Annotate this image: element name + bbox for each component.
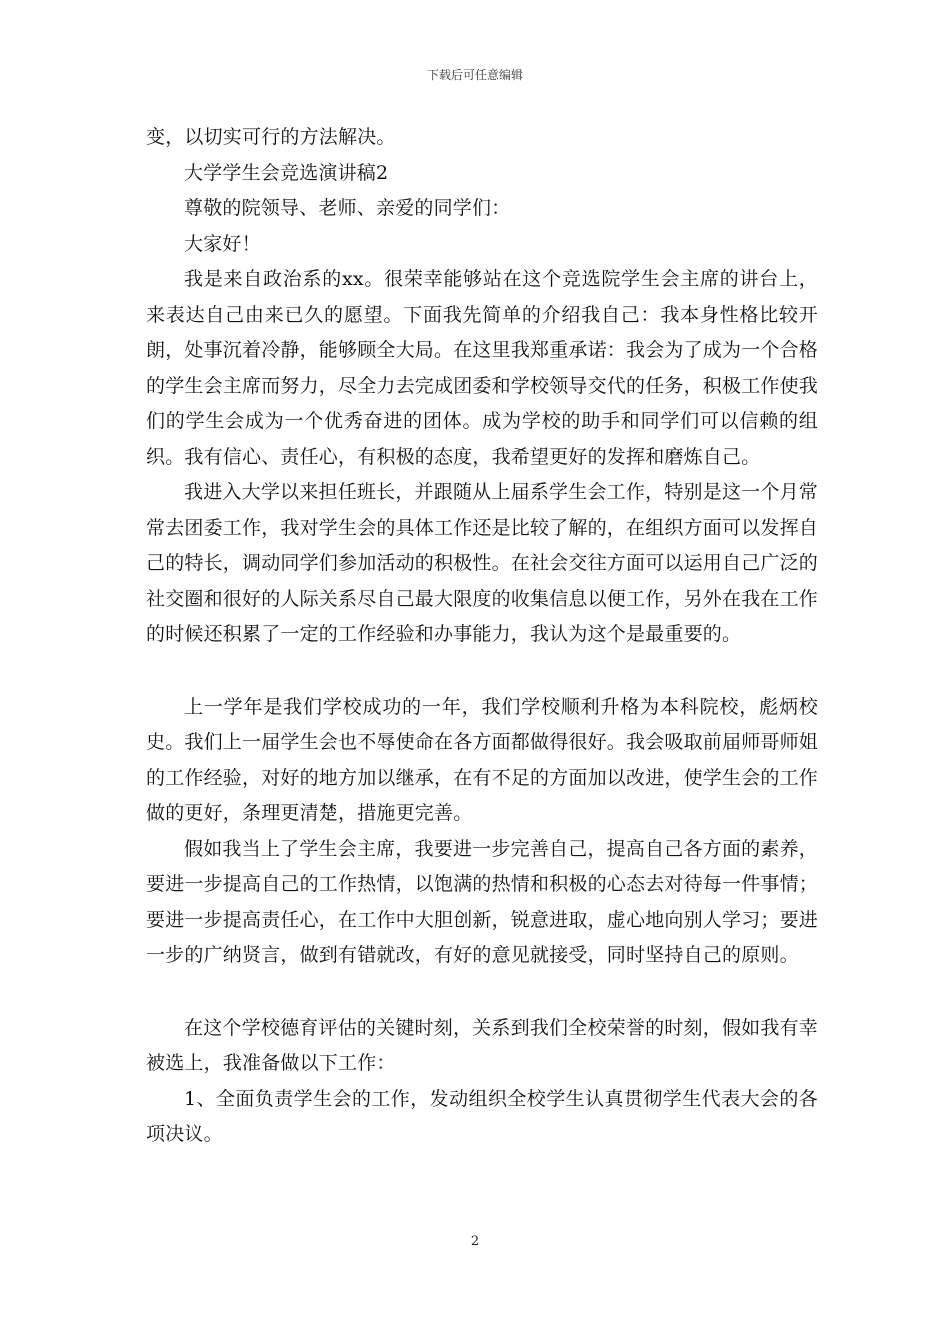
paragraph-experience: 我进入大学以来担任班长，并跟随从上届系学生会工作，特别是这一个月常常去团委工作，我对学生会的具体工作还是比较了解的，在组织方面可以发挥自己的特长，调动同学们参加活动的积极性。在社会交往方面可以运用自己广泛的社交圈和很好的人际关系尽自己最大限度的收集信息以便工作，另外在我在工作的时候还积累了一定的工作经验和办事能力，我认为这个是最重要的。 — [146, 481, 819, 645]
paragraph-gap — [146, 974, 818, 1011]
paragraph-introduction: 我是来自政治系的xx。很荣幸能够站在这个竞选院学生会主席的讲台上，来表达自己由来已久的愿望。下面我先简单的介绍我自己：我本身性格比较开朗，处事沉着冷静，能够顾全大局。在这里我郑重承诺：我会为了成为一个合格的学生会主席而努力，尽全力去完成团委和学校领导交代的任务，积极工作使我们的学生会成为一个优秀奋进的团体。成为学校的助手和同学们可以信赖的组织。我有信心、责任心，有积极的态度，我希望更好的发挥和磨炼自己。 — [146, 268, 819, 468]
speech-title: 大学学生会竞选演讲稿2 — [184, 161, 389, 184]
list-item-1: 1、全面负责学生会的工作，发动组织全校学生认真贯彻学生代表大会的各项决议。 — [146, 1087, 818, 1145]
paragraph-plans: 假如我当上了学生会主席，我要进一步完善自己，提高自己各方面的素养，要进一步提高自己的工作热情，以饱满的热情和积极的心态去对待每一件事情；要进一步提高责任心，在工作中大胆创新，锐意进取，虚心地向别人学习；要进一步的广纳贤言，做到有错就改，有好的意见就接受，同时坚持自己的原则。 — [146, 837, 819, 966]
page-number: 2 — [470, 1234, 480, 1249]
paragraph-last-year: 上一学年是我们学校成功的一年，我们学校顺利升格为本科院校，彪炳校史。我们上一届学生会也不辱使命在各方面都做得很好。我会吸取前届师哥师姐的工作经验，对好的地方加以继承，在有不足的方面加以改进，使学生会的工作做的更好，条理更清楚，措施更完善。 — [146, 695, 819, 824]
paragraph-gap — [146, 653, 818, 690]
greeting: 大家好！ — [184, 232, 261, 255]
salutation: 尊敬的院领导、老师、亲爱的同学们： — [184, 197, 511, 219]
paragraph-continuation: 变，以切实可行的方法解决。 — [146, 126, 396, 148]
document-body — [146, 120, 818, 1153]
paragraph-key-moment: 在这个学校德育评估的关键时刻，关系到我们全校荣誉的时刻，假如我有幸被选上，我准备做以下工作： — [146, 1016, 818, 1074]
page-header: 下载后可任意编辑 — [426, 68, 523, 82]
